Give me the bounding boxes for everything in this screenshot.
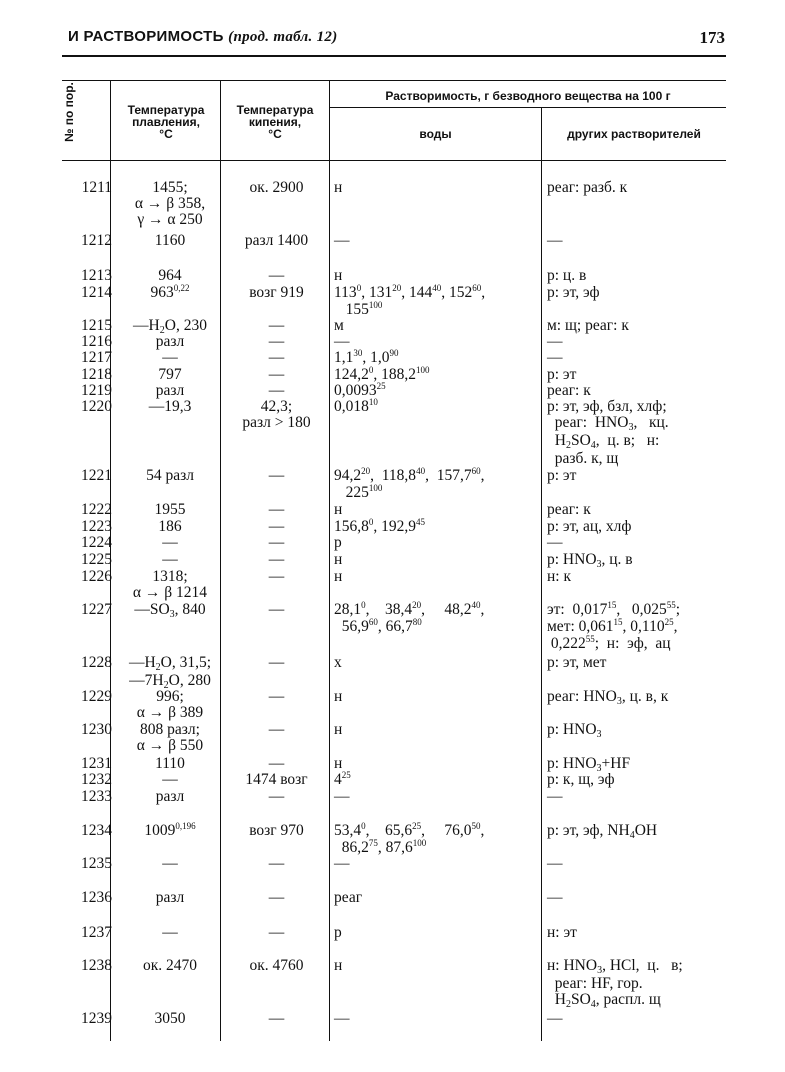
boiling-point: возг 970 bbox=[249, 822, 304, 839]
melting-point: $—H_2O$, 230 bbox=[133, 317, 207, 336]
row-number: 1227 bbox=[81, 601, 112, 618]
other-solvents: р: эт, эф bbox=[547, 284, 600, 301]
header-number: № по пор. bbox=[62, 82, 76, 142]
other-solvents: — bbox=[547, 788, 563, 805]
water-solubility: 28,1$^0$, 38,4$^{20}$, 48,2$^{40}$, 56,9$^{60}$, 66,7$^{80}$ bbox=[334, 600, 485, 635]
row-number: 1211 bbox=[81, 179, 112, 196]
boiling-point: — bbox=[268, 1010, 285, 1027]
water-solubility: 124,2$^0$, 188,2$^{100}$ bbox=[334, 365, 430, 383]
water-solubility: н bbox=[334, 755, 343, 772]
water-solubility: — bbox=[334, 232, 350, 249]
melting-point: 54 разл bbox=[146, 467, 194, 484]
row-number: 1231 bbox=[81, 755, 112, 772]
row-number: 1229 bbox=[81, 688, 112, 705]
water-solubility: 156,8$^0$, 192,9$^{45}$ bbox=[334, 517, 425, 535]
melting-point: — bbox=[162, 855, 178, 872]
melting-point: — bbox=[162, 534, 178, 551]
page-number: 173 bbox=[699, 28, 725, 47]
boiling-point: — bbox=[268, 467, 285, 484]
melting-point: 1009$^{0,196}$ bbox=[144, 821, 196, 839]
other-solvents: р: ц. в bbox=[547, 267, 587, 284]
water-solubility: — bbox=[334, 333, 350, 350]
row-number: 1226 bbox=[81, 568, 112, 585]
other-solvents: р: эт, эф, бзл, хлф; реаг: $HNO_3$, кц. $H_2SO_4$, ц. в; н: разб. к, щ bbox=[547, 398, 669, 467]
melting-point: —19,3 bbox=[148, 398, 192, 415]
boiling-point: — bbox=[268, 688, 285, 705]
top-rule bbox=[62, 55, 726, 57]
boiling-point: — bbox=[268, 333, 285, 350]
row-number: 1235 bbox=[81, 855, 112, 872]
water-solubility: — bbox=[334, 855, 350, 872]
other-solvents: — bbox=[547, 1010, 563, 1027]
boiling-point: — bbox=[268, 317, 285, 334]
water-solubility: н bbox=[334, 957, 343, 974]
melting-point: 3050 bbox=[154, 1010, 186, 1027]
other-solvents: р: $HNO_3+HF$ bbox=[547, 755, 631, 774]
water-solubility: н bbox=[334, 179, 343, 196]
boiling-point: — bbox=[268, 534, 285, 551]
other-solvents: р: эт bbox=[547, 467, 577, 484]
melting-point: — bbox=[162, 349, 178, 366]
other-solvents: н: к bbox=[547, 568, 572, 585]
other-solvents: р: эт, мет bbox=[547, 654, 607, 671]
row-number: 1216 bbox=[81, 333, 112, 350]
other-solvents: р: эт, ац, хлф bbox=[547, 518, 632, 535]
boiling-point: 42,3; разл > 180 bbox=[242, 398, 311, 431]
water-solubility: 0,018$^{10}$ bbox=[334, 397, 378, 415]
boiling-point: ок. 2900 bbox=[249, 179, 304, 196]
melting-point: — bbox=[162, 771, 178, 788]
other-solvents: — bbox=[547, 349, 563, 366]
row-number: 1239 bbox=[81, 1010, 112, 1027]
other-solvents: н: $HNO_3$, HCl, ц. в; реаг: HF, гор. $H_2SO_4$, распл. щ bbox=[547, 957, 683, 1010]
row-number: 1218 bbox=[81, 366, 112, 383]
other-solvents: м: щ; реаг: к bbox=[547, 317, 629, 334]
water-solubility: х bbox=[334, 654, 342, 671]
header-other: других растворителей bbox=[567, 127, 701, 141]
boiling-point: 1474 возг bbox=[245, 771, 308, 788]
melting-point: 808 разл; α → β 550 bbox=[136, 721, 204, 754]
other-solvents: реаг: $HNO_3$, ц. в, к bbox=[547, 688, 669, 707]
water-solubility: р bbox=[334, 924, 342, 941]
boiling-point: — bbox=[268, 366, 285, 383]
melting-point: ок. 2470 bbox=[142, 957, 198, 974]
boiling-point: разл 1400 bbox=[244, 232, 309, 249]
row-number: 1224 bbox=[81, 534, 112, 551]
other-solvents: р: к, щ, эф bbox=[547, 771, 615, 788]
header-water: воды bbox=[419, 127, 452, 141]
boiling-point: — bbox=[268, 654, 285, 671]
melting-point: разл bbox=[155, 889, 185, 906]
other-solvents: р: эт, эф, $NH_4OH$ bbox=[547, 822, 658, 841]
water-solubility: 94,2$^{20}$, 118,8$^{40}$, 157,7$^{60}$, $225^{100}$ bbox=[334, 466, 485, 501]
row-number: 1213 bbox=[81, 267, 112, 284]
melting-point: 964 bbox=[158, 267, 182, 284]
boiling-point: — bbox=[268, 924, 285, 941]
row-number: 1212 bbox=[81, 232, 112, 249]
boiling-point: — bbox=[268, 382, 285, 399]
water-solubility: — bbox=[334, 1010, 350, 1027]
melting-point: 996; α → β 389 bbox=[136, 688, 204, 721]
water-solubility: н bbox=[334, 688, 343, 705]
row-number: 1221 bbox=[81, 467, 112, 484]
water-solubility: $113^0$, $131^{20}$, $144^{40}$, $152^{60}$, $155^{100}$ bbox=[334, 283, 486, 318]
melting-point: — bbox=[162, 924, 178, 941]
col-rule-4 bbox=[541, 108, 542, 1041]
water-solubility: — bbox=[334, 788, 350, 805]
col-rule-3 bbox=[329, 81, 330, 1041]
boiling-point: — bbox=[268, 788, 285, 805]
melting-point: разл bbox=[155, 333, 185, 350]
other-solvents: реаг: к bbox=[547, 382, 591, 399]
boiling-point: — bbox=[268, 601, 285, 618]
row-number: 1230 bbox=[81, 721, 112, 738]
boiling-point: — bbox=[268, 518, 285, 535]
header-bottom-rule bbox=[62, 160, 726, 161]
melting-point: 1455; α → β 358, γ → α 250 bbox=[134, 179, 206, 228]
header-boiling: Температура кипения, °С bbox=[236, 103, 314, 141]
boiling-point: ок. 4760 bbox=[249, 957, 304, 974]
row-number: 1215 bbox=[81, 317, 112, 334]
water-solubility: н bbox=[334, 551, 343, 568]
boiling-point: — bbox=[268, 551, 285, 568]
water-solubility: 0,0093$^{25}$ bbox=[334, 381, 386, 399]
melting-point: 1318; α → β 1214 bbox=[132, 568, 208, 601]
row-number: 1223 bbox=[81, 518, 112, 535]
boiling-point: — bbox=[268, 349, 285, 366]
melting-point: 1955 bbox=[154, 501, 186, 518]
boiling-point: возг 919 bbox=[249, 284, 304, 301]
melting-point: 1160 bbox=[154, 232, 186, 249]
other-solvents: — bbox=[547, 333, 563, 350]
other-solvents: — bbox=[547, 855, 563, 872]
header-continuation: (прод. табл. 12) bbox=[228, 29, 338, 45]
water-solubility: 53,4$^0$, 65,6$^{25}$, 76,0$^{50}$, 86,2$^{75}$, 87,6$^{100}$ bbox=[334, 821, 485, 856]
water-solubility: реаг bbox=[334, 889, 363, 906]
boiling-point: — bbox=[268, 501, 285, 518]
row-number: 1214 bbox=[81, 284, 112, 301]
page-header-title: И РАСТВОРИМОСТЬ (прод. табл. 12) bbox=[68, 28, 338, 45]
melting-point: $—H_2O$, 31,5; $—7H_2O$, 280 bbox=[128, 654, 212, 691]
water-solubility: $4^{25}$ bbox=[334, 770, 351, 788]
row-number: 1236 bbox=[81, 889, 112, 906]
other-solvents: — bbox=[547, 232, 563, 249]
melting-point: — bbox=[162, 551, 178, 568]
melting-point: 797 bbox=[158, 366, 182, 383]
row-number: 1237 bbox=[81, 924, 112, 941]
water-solubility: н bbox=[334, 501, 343, 518]
other-solvents: — bbox=[547, 534, 563, 551]
water-solubility: н bbox=[334, 721, 343, 738]
row-number: 1228 bbox=[81, 654, 112, 671]
row-number: 1238 bbox=[81, 957, 112, 974]
melting-point: 1110 bbox=[155, 755, 185, 772]
other-solvents: эт: 0,017$^{15}$, 0,025$^{55}$; мет: 0,061$^{15}$, 0,110$^{25}$, 0,222$^{55}$; н: эф, ац bbox=[547, 600, 681, 652]
row-number: 1234 bbox=[81, 822, 112, 839]
row-number: 1222 bbox=[81, 501, 112, 518]
water-solubility: н bbox=[334, 267, 343, 284]
other-solvents: — bbox=[547, 889, 563, 906]
row-number: 1219 bbox=[81, 382, 112, 399]
header-top-rule bbox=[62, 80, 726, 81]
header-melting: Температура плавления, °С bbox=[127, 103, 205, 141]
melting-point: $—SO_3$, 840 bbox=[134, 601, 206, 620]
boiling-point: — bbox=[268, 568, 285, 585]
solubility-subrule bbox=[329, 107, 726, 108]
other-solvents: р: эт bbox=[547, 366, 577, 383]
boiling-point: — bbox=[268, 267, 285, 284]
water-solubility: $1,1^{30}$, $1,0^{90}$ bbox=[334, 348, 399, 366]
melting-point: 963$^{0,22}$ bbox=[150, 283, 190, 301]
water-solubility: н bbox=[334, 568, 343, 585]
other-solvents: реаг: разб. к bbox=[547, 179, 628, 196]
row-number: 1220 bbox=[81, 398, 112, 415]
row-number: 1233 bbox=[81, 788, 112, 805]
row-number: 1225 bbox=[81, 551, 112, 568]
water-solubility: р bbox=[334, 534, 342, 551]
header-solubility: Растворимость, г безводного вещества на 100 г bbox=[385, 89, 671, 103]
melting-point: 186 bbox=[158, 518, 182, 535]
boiling-point: — bbox=[268, 755, 285, 772]
other-solvents: реаг: к bbox=[547, 501, 591, 518]
melting-point: разл bbox=[155, 788, 185, 805]
boiling-point: — bbox=[268, 855, 285, 872]
row-number: 1217 bbox=[81, 349, 112, 366]
row-number: 1232 bbox=[81, 771, 112, 788]
water-solubility: м bbox=[334, 317, 344, 334]
boiling-point: — bbox=[268, 889, 285, 906]
other-solvents: н: эт bbox=[547, 924, 577, 941]
boiling-point: — bbox=[268, 721, 285, 738]
other-solvents: р: $HNO_3$, ц. в bbox=[547, 551, 633, 570]
other-solvents: р: $HNO_3$ bbox=[547, 721, 602, 740]
melting-point: разл bbox=[155, 382, 185, 399]
